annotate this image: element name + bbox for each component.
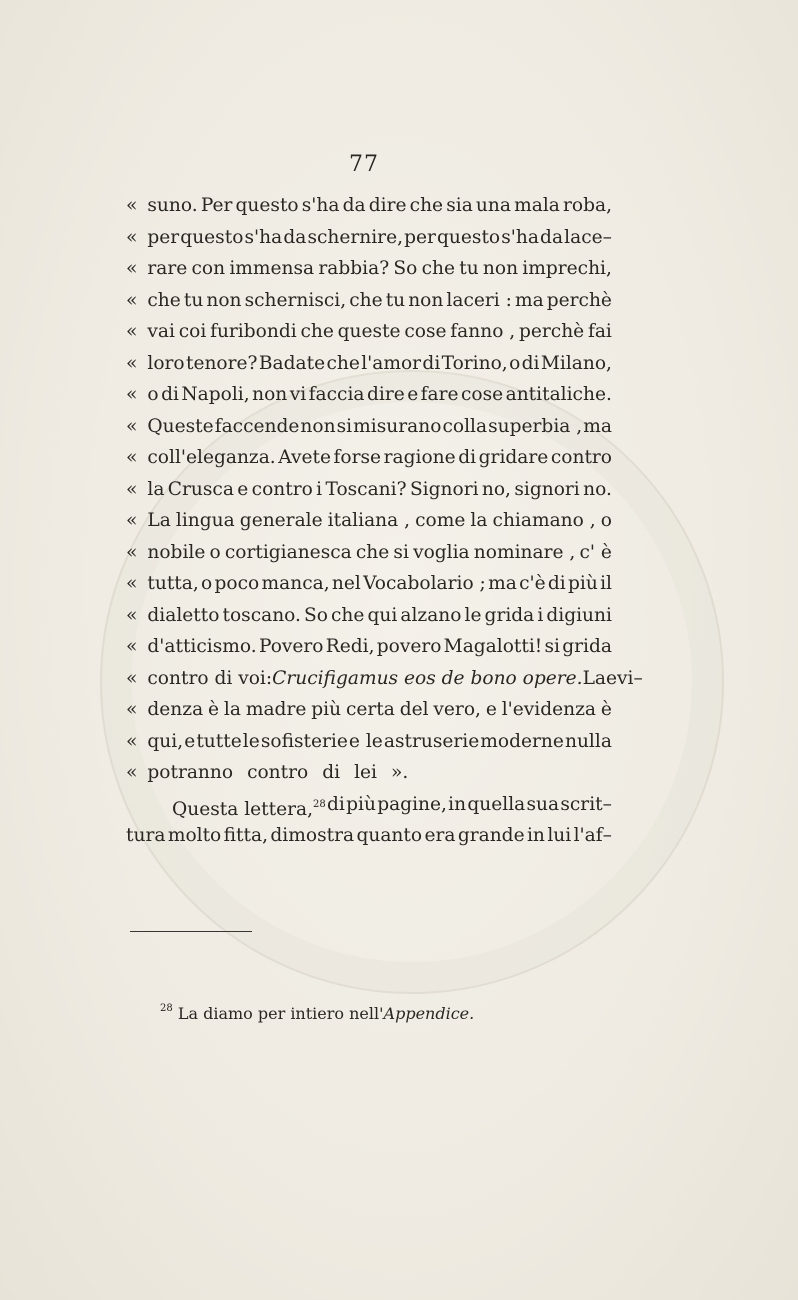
text-segment: generale xyxy=(239,510,323,531)
text-segment: quanto xyxy=(356,825,423,846)
word: d'atticismo. xyxy=(147,636,257,657)
text-segment: che xyxy=(349,289,383,311)
text-segment: le xyxy=(242,730,260,752)
text-segment: furibondi xyxy=(210,321,297,342)
text-segment: pagine, xyxy=(377,793,447,815)
text-segment: s'ha xyxy=(244,226,283,248)
text-segment: schernisci, xyxy=(244,289,347,311)
text-segment: italiana , xyxy=(327,510,411,531)
quoted-line xyxy=(126,285,612,317)
word: suno. xyxy=(147,195,198,216)
word: o xyxy=(147,384,159,405)
text-segment: da xyxy=(283,226,307,248)
text-segment: So xyxy=(304,604,328,626)
text-segment: contro xyxy=(550,447,612,468)
footnote-number: 28 xyxy=(160,1003,173,1014)
text-segment xyxy=(126,316,175,348)
guillemet-mark: « xyxy=(126,415,138,437)
paragraph-line-1 xyxy=(126,789,612,821)
word: la xyxy=(147,478,165,500)
word: La xyxy=(147,510,171,531)
text-segment: s'ha xyxy=(301,195,340,216)
quoted-line xyxy=(126,190,612,222)
quoted-letter-text xyxy=(126,190,643,852)
text-segment: grida xyxy=(562,636,612,657)
quoted-line xyxy=(126,474,612,506)
text-segment: in xyxy=(526,825,545,846)
word: dialetto xyxy=(147,604,220,626)
text-segment: La xyxy=(582,667,606,689)
quoted-line xyxy=(126,631,612,663)
guillemet-mark: « xyxy=(126,604,138,626)
text-segment: e xyxy=(184,730,196,752)
word: vai xyxy=(147,321,175,342)
text-segment: ragione xyxy=(383,447,456,468)
quoted-line xyxy=(126,694,612,726)
guillemet-mark: « xyxy=(126,730,138,752)
text-segment: lei xyxy=(354,762,377,783)
text-segment: Redi, xyxy=(325,636,375,657)
text-segment: grande xyxy=(457,825,525,846)
text-segment: rabbia? xyxy=(318,258,390,279)
text-segment: molto xyxy=(167,825,222,846)
text-segment: si xyxy=(336,415,353,437)
text-segment: non xyxy=(252,384,288,405)
text-segment: di xyxy=(161,384,179,405)
word: qui, xyxy=(147,730,184,752)
text-segment: come xyxy=(415,510,466,531)
text-segment: c'è xyxy=(519,573,546,594)
guillemet-mark: « xyxy=(126,447,138,468)
text-segment: di xyxy=(521,352,540,374)
text-segment: ma xyxy=(488,573,517,594)
guillemet-mark: « xyxy=(126,195,138,216)
text-segment: o xyxy=(600,510,612,531)
text-segment: signori xyxy=(514,478,580,500)
text-segment: s'ha xyxy=(501,226,539,248)
text-segment: certa xyxy=(345,699,395,720)
text-segment xyxy=(126,505,171,537)
text-segment xyxy=(126,600,219,632)
text-segment: del xyxy=(399,699,429,720)
text-segment: le xyxy=(464,604,482,626)
text-segment: colla xyxy=(442,415,488,437)
text-segment: nominare , xyxy=(473,541,576,563)
text-segment: tu xyxy=(385,289,406,311)
text-segment: roba, xyxy=(563,195,612,216)
text-segment: una xyxy=(475,195,511,216)
quoted-line xyxy=(126,568,612,600)
text-segment: ma xyxy=(583,415,612,437)
text-segment: vi xyxy=(289,384,307,405)
guillemet-mark: « xyxy=(126,352,138,374)
text-segment: o xyxy=(201,573,213,594)
text-segment: tutte xyxy=(196,730,242,752)
text-segment: Toscani? xyxy=(325,478,407,500)
text-segment: faccende xyxy=(214,415,300,437)
text-segment xyxy=(126,568,199,600)
text-segment: toscano. xyxy=(222,604,301,626)
text-segment: voglia xyxy=(413,541,470,563)
word: loro xyxy=(147,352,185,374)
text-segment: di xyxy=(547,573,566,594)
quoted-line xyxy=(126,757,612,789)
text-segment: Per xyxy=(200,195,233,216)
guillemet-mark: « xyxy=(126,478,138,500)
text-segment: laceri : xyxy=(446,289,512,311)
text-segment: Magalotti! xyxy=(443,636,543,657)
guillemet-mark: « xyxy=(126,541,138,563)
text-segment: digiuni xyxy=(546,604,612,626)
text-segment: di xyxy=(322,762,341,783)
text-segment: cortigianesca xyxy=(224,541,352,563)
text-segment: i xyxy=(316,478,323,500)
text-segment: che xyxy=(355,541,390,563)
text-segment: e xyxy=(485,699,497,720)
text-segment: l'amor xyxy=(361,352,422,374)
footnote-text: La diamo per intiero nell' xyxy=(177,1004,384,1023)
text-segment: astruserie xyxy=(383,730,480,752)
text-segment: l'evidenza xyxy=(501,699,596,720)
guillemet-mark: « xyxy=(126,573,138,594)
text-segment: gridare xyxy=(478,447,549,468)
footnote-rule xyxy=(130,931,252,932)
text-segment: da xyxy=(540,226,564,248)
text-segment: sia xyxy=(446,195,473,216)
text-segment: o xyxy=(209,541,221,563)
text-segment: che xyxy=(421,258,455,279)
text-segment: che xyxy=(331,604,365,626)
text-segment: evi– xyxy=(606,667,643,689)
text-segment: perchè xyxy=(546,289,612,311)
text-segment: Questa lettera,$^{28}$ xyxy=(172,798,326,820)
text-segment: con xyxy=(191,258,226,279)
text-segment: perchè xyxy=(519,321,585,342)
text-segment: Avete xyxy=(278,447,331,468)
word: potranno xyxy=(147,762,234,783)
text-segment: superbia , xyxy=(488,415,583,437)
text-segment: lingua xyxy=(175,510,235,531)
text-segment: grida xyxy=(484,604,535,626)
word: contro di voi: xyxy=(147,667,273,689)
text-segment: forse xyxy=(333,447,382,468)
text-segment: queste xyxy=(337,321,401,342)
text-segment: da xyxy=(342,195,366,216)
text-segment: imprechi, xyxy=(522,258,612,279)
guillemet-mark: « xyxy=(126,667,138,689)
word: denza xyxy=(147,699,204,720)
text-segment: no, xyxy=(481,478,511,500)
text-segment: antitaliche. xyxy=(505,384,612,405)
quoted-line xyxy=(126,537,612,569)
word: nobile xyxy=(147,541,206,563)
word: coll'eleganza. xyxy=(147,447,276,468)
text-segment: non xyxy=(408,289,444,311)
text-segment: si xyxy=(544,636,561,657)
footnote-italic-text: Appendice. xyxy=(383,1004,475,1023)
text-segment: non xyxy=(206,289,242,311)
text-segment: chiamano , xyxy=(492,510,596,531)
text-segment xyxy=(126,285,181,317)
text-segment: era xyxy=(424,825,456,846)
text-segment: sofisterie xyxy=(260,730,348,752)
guillemet-mark: « xyxy=(126,699,138,720)
text-segment: lui xyxy=(547,825,572,846)
text-segment: tura xyxy=(126,825,166,846)
text-segment: di xyxy=(327,793,345,815)
text-segment: So xyxy=(393,258,418,279)
text-segment: di xyxy=(458,447,477,468)
text-segment: e le xyxy=(348,730,383,752)
text-segment: è xyxy=(208,699,220,720)
quoted-line xyxy=(126,442,612,474)
text-segment: schernire, xyxy=(307,226,403,248)
text-segment: Badate xyxy=(258,352,326,374)
text-segment: alzano xyxy=(400,604,462,626)
text-segment: più xyxy=(311,699,342,720)
text-segment: tenore? xyxy=(185,352,258,374)
text-segment xyxy=(126,190,198,222)
text-segment: c' è xyxy=(579,541,612,563)
text-segment: lace– xyxy=(564,226,612,248)
text-segment: in xyxy=(448,793,467,815)
guillemet-mark: « xyxy=(126,321,138,342)
text-segment: il xyxy=(600,573,612,594)
text-segment xyxy=(126,222,179,254)
quoted-line xyxy=(126,348,612,380)
quoted-line xyxy=(126,663,643,695)
quoted-line xyxy=(126,253,612,285)
text-segment: mala xyxy=(514,195,560,216)
text-segment: più xyxy=(346,793,376,815)
text-segment: la xyxy=(470,510,488,531)
text-segment: è xyxy=(600,699,612,720)
text-segment: questo xyxy=(180,226,244,248)
word: per xyxy=(147,226,180,248)
text-segment: nel xyxy=(331,573,361,594)
guillemet-mark: « xyxy=(126,762,138,783)
quoted-line xyxy=(126,411,612,443)
text-segment: di xyxy=(422,352,441,374)
text-segment: o xyxy=(509,352,521,374)
text-segment: sua xyxy=(526,793,560,815)
text-segment xyxy=(126,253,187,285)
text-segment: quella xyxy=(467,793,526,815)
text-segment xyxy=(126,442,276,474)
guillemet-mark: « xyxy=(126,510,138,531)
text-segment: vero, xyxy=(433,699,481,720)
text-segment: e xyxy=(237,478,249,500)
text-segment: per xyxy=(404,226,436,248)
text-segment: contro xyxy=(247,762,309,783)
text-segment: Signori xyxy=(409,478,479,500)
text-segment: dire xyxy=(366,384,405,405)
footnote-reference: 28 xyxy=(313,798,326,810)
text-segment: no. xyxy=(583,478,612,500)
text-segment: non xyxy=(482,258,519,279)
text-segment: fanno , xyxy=(450,321,516,342)
text-segment: non xyxy=(300,415,336,437)
guillemet-mark: « xyxy=(126,289,138,311)
text-segment: faccia xyxy=(308,384,365,405)
guillemet-mark: « xyxy=(126,636,138,657)
word: Queste xyxy=(147,415,214,437)
text-segment: tu xyxy=(183,289,204,311)
text-segment xyxy=(126,757,233,789)
text-segment: Crusca xyxy=(167,478,234,500)
text-segment: si xyxy=(393,541,409,563)
text-segment: ma xyxy=(514,289,544,311)
text-segment: ». xyxy=(390,762,409,783)
text-segment xyxy=(126,411,214,443)
text-segment: l'af– xyxy=(573,825,612,846)
quoted-line xyxy=(126,726,612,758)
text-segment: che xyxy=(326,352,360,374)
text-segment: Torino, xyxy=(441,352,508,374)
text-segment: la xyxy=(223,699,241,720)
text-segment: dire xyxy=(368,195,407,216)
quoted-line xyxy=(126,316,612,348)
guillemet-mark: « xyxy=(126,226,138,248)
text-segment: immensa xyxy=(229,258,315,279)
quoted-line xyxy=(126,379,612,411)
text-segment: poco xyxy=(214,573,260,594)
text-segment: e xyxy=(407,384,419,405)
text-segment: fai xyxy=(587,321,612,342)
quoted-line xyxy=(126,600,612,632)
text-segment xyxy=(126,379,159,411)
text-segment xyxy=(126,694,203,726)
quoted-line xyxy=(126,222,612,254)
text-segment: coi xyxy=(178,321,207,342)
text-segment: manca, xyxy=(261,573,330,594)
text-segment: Vocabolario ; xyxy=(363,573,486,594)
text-segment: nulla xyxy=(564,730,612,752)
paragraph-line-2 xyxy=(126,820,612,852)
text-segment: dimostra xyxy=(270,825,355,846)
text-segment: qui xyxy=(367,604,398,626)
text-segment: più xyxy=(568,573,598,594)
text-segment: misurano xyxy=(353,415,442,437)
text-segment xyxy=(126,348,185,380)
text-segment: povero xyxy=(376,636,442,657)
text-segment xyxy=(126,663,272,695)
footnote xyxy=(160,1003,474,1023)
text-segment: fare xyxy=(420,384,459,405)
text-segment: cose xyxy=(461,384,504,405)
text-segment xyxy=(126,537,205,569)
text-segment xyxy=(126,631,257,663)
text-segment: cose xyxy=(404,321,447,342)
text-segment: contro xyxy=(251,478,313,500)
text-segment: questo xyxy=(437,226,501,248)
word: rare xyxy=(147,258,188,279)
text-segment: i xyxy=(537,604,544,626)
text-segment: moderne xyxy=(480,730,564,752)
word: tutta, xyxy=(147,573,199,594)
text-segment: scrit– xyxy=(560,793,612,815)
text-segment: madre xyxy=(245,699,307,720)
text-segment: che xyxy=(300,321,334,342)
text-segment xyxy=(126,726,183,758)
guillemet-mark: « xyxy=(126,384,138,405)
text-segment: tu xyxy=(459,258,479,279)
page-number: 77 xyxy=(349,152,379,177)
quoted-line xyxy=(126,505,612,537)
latin-quotation: Crucifigamus eos de bono opere. xyxy=(272,667,583,689)
word: che xyxy=(147,289,181,311)
text-segment: Napoli, xyxy=(181,384,250,405)
text-segment: fitta, xyxy=(223,825,268,846)
text-segment: Povero xyxy=(258,636,324,657)
text-segment xyxy=(126,474,164,506)
guillemet-mark: « xyxy=(126,258,138,279)
text-segment: questo xyxy=(235,195,299,216)
text-segment: che xyxy=(409,195,444,216)
text-segment: Milano, xyxy=(540,352,612,374)
